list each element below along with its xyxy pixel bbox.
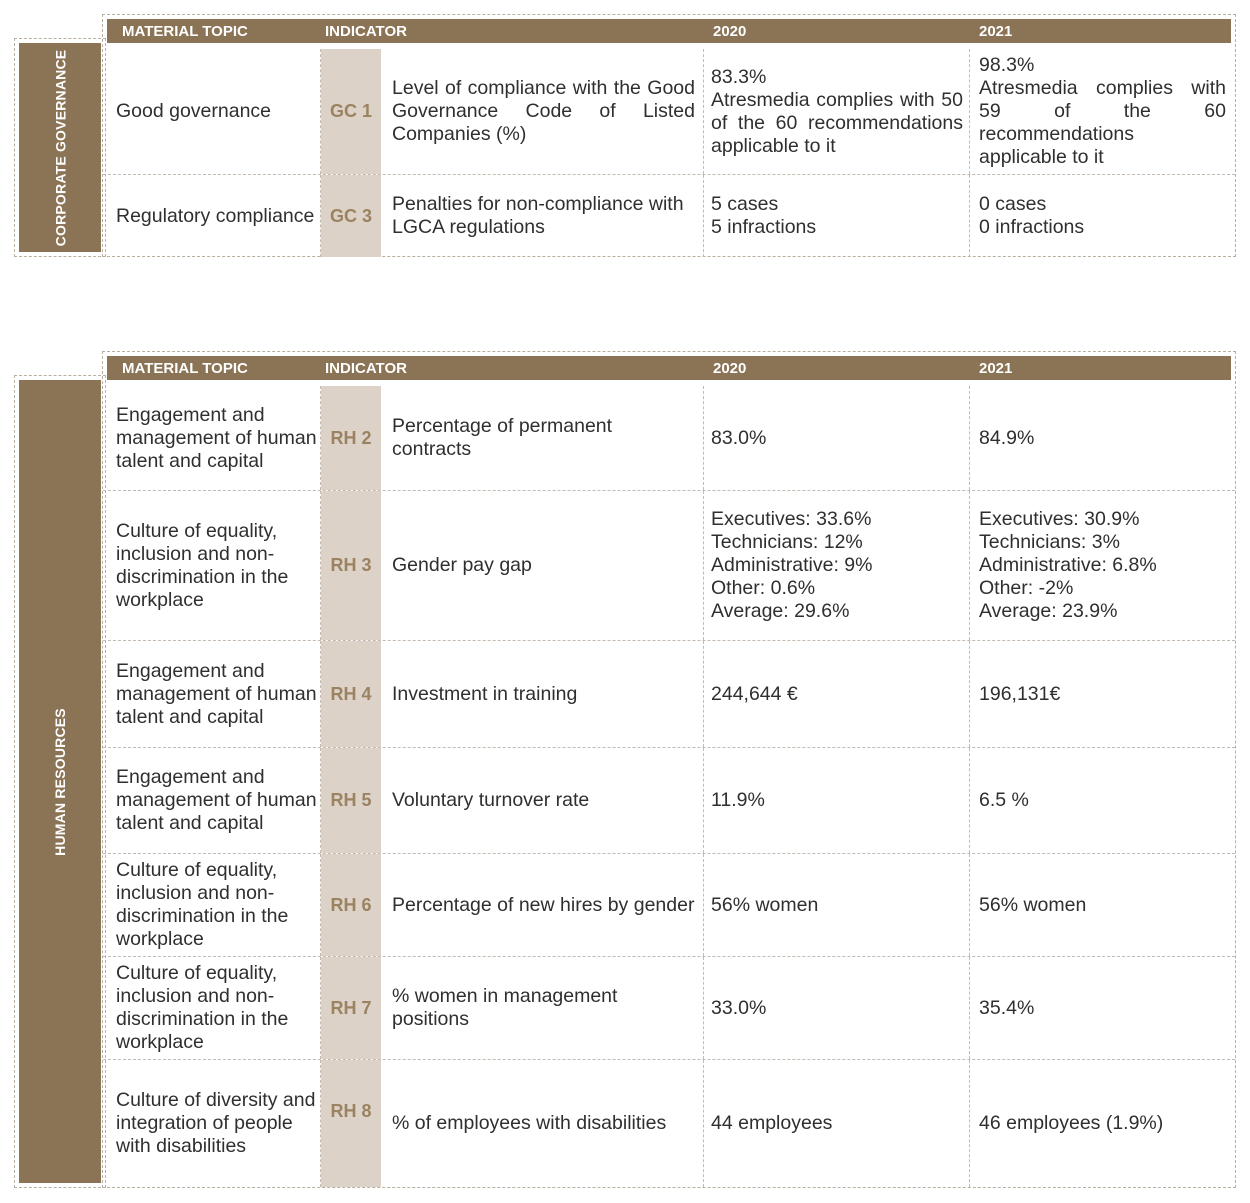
human-resources-table [102, 351, 1236, 1188]
section-label: CORPORATE GOVERNANCE [52, 49, 68, 246]
corporate-governance-table [102, 14, 1236, 257]
header-2020: 2020 [713, 23, 747, 40]
value-2020: 56% women [704, 854, 970, 956]
value-2020: 244,644 € [704, 641, 970, 747]
value-2021: 196,131€ [979, 682, 1061, 705]
indicator-cell: Percentage of permanent contracts [387, 386, 704, 490]
value-2021: 35.4% [979, 996, 1035, 1019]
value-2020: Executives: 33.6% Technicians: 12% Administrative: 9% Other: 0.6% Average: 29.6% [704, 491, 970, 640]
indicator-cell: Gender pay gap [387, 491, 704, 640]
header-2020: 2020 [713, 360, 747, 377]
table-row [103, 49, 1235, 175]
value-2021: 0 cases 0 infractions [979, 193, 1085, 238]
human-resources-sidebar [14, 375, 106, 1188]
indicator-cell: Level of compliance with the Good Governance Code of Listed Companies (%) [387, 49, 704, 174]
topic-cell: Engagement and management of human talent and capital [103, 748, 321, 853]
value-2020: 83.3% Atresmedia complies with 50 of the 60 recommendations applicable to it [704, 49, 970, 174]
value-2021: Executives: 30.9% Technicians: 3% Administrative: 6.8% Other: -2% Average: 23.9% [979, 508, 1157, 622]
value-2021: 56% women [979, 893, 1087, 916]
indicator-cell: Penalties for non-compliance with LGCA regulations [387, 175, 704, 257]
topic-cell: Engagement and management of human talent and capital [103, 386, 321, 490]
header-indicator: INDICATOR [325, 23, 407, 40]
indicator-code: GC 1 [321, 49, 381, 174]
value-2021: 6.5 % [979, 789, 1029, 811]
topic-cell: Culture of equality, inclusion and non-discrimination in the workplace [103, 957, 321, 1059]
value-2021: 84.9% [979, 426, 1035, 449]
indicator-cell: Percentage of new hires by gender [387, 854, 704, 956]
indicator-code: RH 4 [321, 641, 381, 747]
indicator-code: RH 7 [321, 957, 381, 1059]
table-row [103, 957, 1235, 1060]
topic-cell: Culture of equality, inclusion and non-discrimination in the workplace [103, 491, 321, 640]
corporate-governance-sidebar [14, 38, 106, 257]
table-row [103, 748, 1235, 854]
indicator-cell: % of employees with disabilities [387, 1060, 704, 1187]
table-header [107, 356, 1231, 380]
topic-cell: Regulatory compliance [103, 175, 321, 257]
value-2020: 11.9% [704, 748, 970, 853]
table-row [103, 854, 1235, 957]
table-row [103, 641, 1235, 748]
value-2020: 33.0% [704, 957, 970, 1059]
value-2021: 46 employees (1.9%) [979, 1112, 1164, 1134]
indicator-cell: Investment in training [387, 641, 704, 747]
header-indicator: INDICATOR [325, 360, 407, 377]
topic-cell: Culture of equality, inclusion and non-discrimination in the workplace [103, 854, 321, 956]
header-material-topic: MATERIAL TOPIC [122, 360, 248, 377]
value-2021: 98.3% Atresmedia complies with 59 of the 60 recommendations applicable to it [979, 54, 1226, 168]
indicator-code: RH 3 [321, 491, 381, 640]
value-2020: 83.0% [704, 386, 970, 490]
topic-cell: Culture of diversity and integration of people with disabilities [103, 1060, 321, 1187]
value-2020: 44 employees [704, 1060, 970, 1187]
table-row [103, 386, 1235, 491]
value-2020: 5 cases 5 infractions [704, 175, 970, 257]
indicator-cell: % women in management positions [387, 957, 704, 1059]
table-row [103, 491, 1235, 641]
indicator-code: RH 6 [321, 854, 381, 956]
topic-cell: Good governance [103, 49, 321, 174]
section-label: HUMAN RESOURCES [52, 707, 68, 856]
indicator-code: RH 2 [321, 386, 381, 490]
indicator-code: RH 5 [321, 748, 381, 853]
table-header [107, 19, 1231, 43]
table-row [103, 1060, 1235, 1187]
header-2021: 2021 [979, 360, 1013, 377]
header-2021: 2021 [979, 23, 1013, 40]
indicator-code: RH 8 [321, 1060, 381, 1187]
table-row [103, 175, 1235, 257]
indicator-code: GC 3 [321, 175, 381, 257]
topic-cell: Engagement and management of human talent and capital [103, 641, 321, 747]
indicator-cell: Voluntary turnover rate [387, 748, 704, 853]
header-material-topic: MATERIAL TOPIC [122, 23, 248, 40]
